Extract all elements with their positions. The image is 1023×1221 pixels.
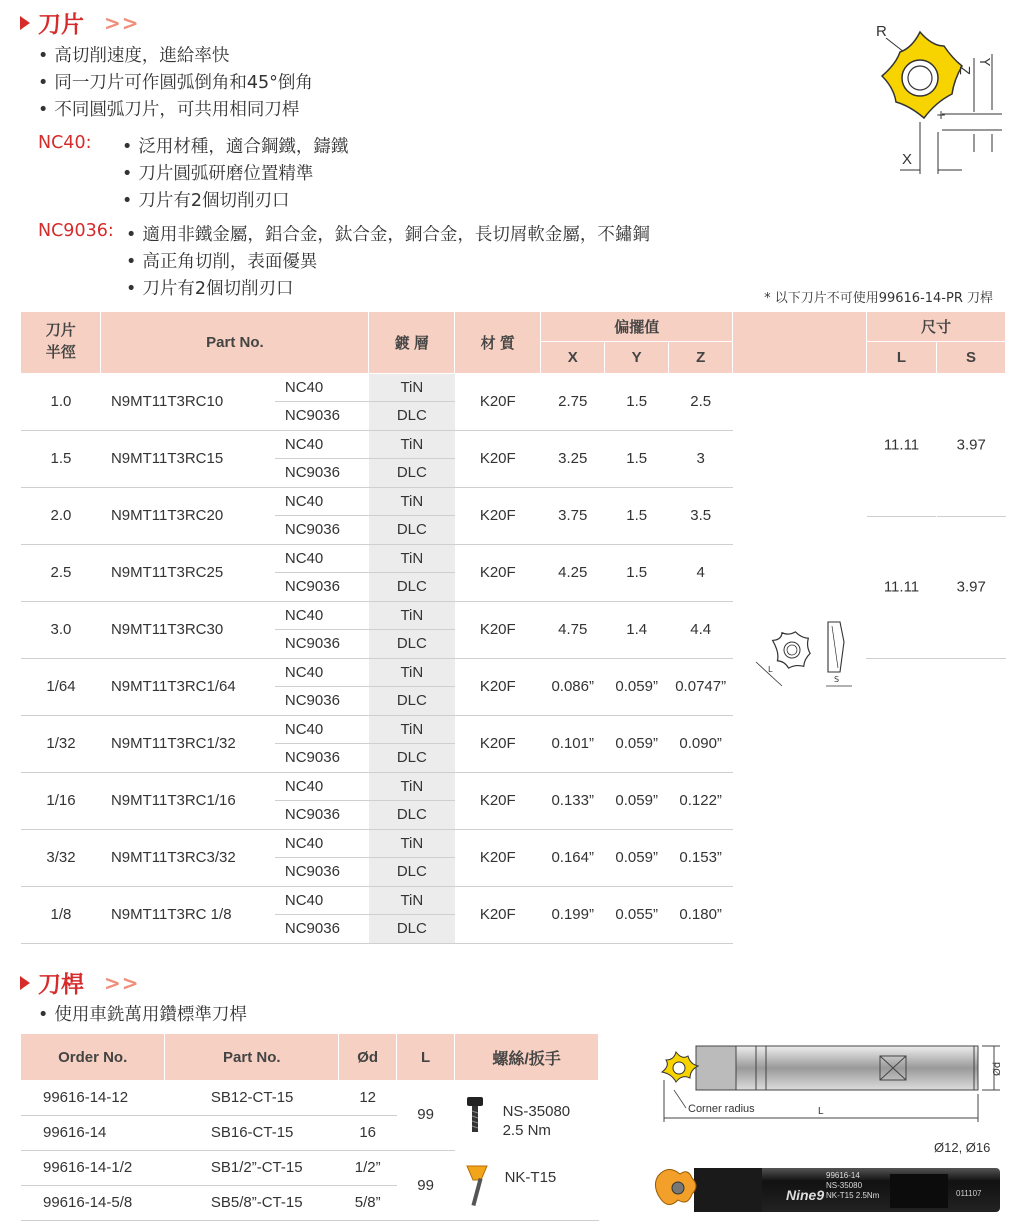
coating-cell: DLC [369, 686, 455, 715]
coating-cell: DLC [369, 629, 455, 658]
svg-text:99616-14: 99616-14 [826, 1171, 860, 1180]
y-cell: 1.4 [605, 601, 669, 658]
od-cell: 1/2” [339, 1150, 397, 1185]
coating-cell: DLC [369, 857, 455, 886]
col-header-radius: 刀片 半徑 [21, 312, 101, 373]
svg-text:R: R [876, 23, 887, 40]
col-header-blank [733, 312, 867, 373]
insert-dimension-diagram [862, 18, 1012, 180]
od-cell: 5/8” [339, 1185, 397, 1220]
size-l-inch: 11.11 [883, 578, 920, 595]
grade-cell: NC9036 [275, 857, 369, 886]
x-cell: 0.164” [541, 829, 605, 886]
part-no-cell: N9MT11T3RC1/16 [101, 772, 275, 829]
grade-cell: NC9036 [275, 401, 369, 430]
grade-cell: NC9036 [275, 743, 369, 772]
col-header-offset: 偏擺值 [541, 312, 733, 341]
part-no-cell: N9MT11T3RC10 [101, 373, 275, 430]
grade-cell: NC40 [275, 886, 369, 914]
svg-text:S: S [834, 675, 840, 684]
svg-text:Ød: Ød [992, 1061, 1003, 1076]
screw-icon [461, 1095, 489, 1135]
radius-cell: 1.5 [21, 430, 101, 487]
col-header-material: 材 質 [455, 312, 541, 373]
material-cell: K20F [455, 544, 541, 601]
col-header-x: X [541, 341, 605, 373]
holder-drawing [656, 1034, 1006, 1130]
y-cell: 0.055” [605, 886, 669, 943]
size-s-cell [936, 373, 1005, 658]
grade-cell: NC9036 [275, 629, 369, 658]
y-cell: 0.059” [605, 715, 669, 772]
holder-photo [654, 1156, 1006, 1218]
holder-title-text: 刀桿 [38, 972, 84, 998]
material-cell: K20F [455, 715, 541, 772]
material-cell: K20F [455, 772, 541, 829]
svg-text:+: + [936, 108, 947, 122]
grade-cell: NC9036 [275, 686, 369, 715]
grade-cell: NC40 [275, 715, 369, 743]
radius-cell: 1/8 [21, 886, 101, 943]
size-s-inch: 3.97 [956, 578, 986, 595]
svg-text:L: L [818, 1106, 824, 1117]
x-cell: 2.75 [541, 373, 605, 430]
radius-cell: 1/32 [21, 715, 101, 772]
col-header-coating: 鍍 層 [369, 312, 455, 373]
coating-cell: TiN [369, 829, 455, 857]
feature-bullet: • 高切削速度，進給率快 [38, 42, 229, 67]
material-cell: K20F [455, 601, 541, 658]
part-no-cell: N9MT11T3RC3/32 [101, 829, 275, 886]
insert-section-title [20, 6, 140, 39]
wrench-part: NK-T15 [504, 1169, 557, 1187]
radius-cell: 3/32 [21, 829, 101, 886]
table-row [21, 1150, 599, 1185]
coating-cell: DLC [369, 914, 455, 943]
radius-cell: 2.5 [21, 544, 101, 601]
coating-cell: DLC [369, 743, 455, 772]
group-divider [867, 516, 936, 517]
nc9036-bullet: • 高正角切削，表面優異 [126, 248, 317, 273]
part-no-cell: N9MT11T3RC1/32 [101, 715, 275, 772]
col-header-z: Z [669, 341, 733, 373]
z-cell: 0.153” [669, 829, 733, 886]
grade-cell: NC40 [275, 430, 369, 458]
svg-text:Z: Z [956, 66, 971, 75]
part-no-cell: N9MT11T3RC25 [101, 544, 275, 601]
holder-bullet: • 使用車銑萬用鑽標準刀桿 [38, 1001, 247, 1026]
order-cell: 99616-14-12 [21, 1080, 165, 1115]
col-header-part: Part No. [101, 312, 369, 373]
material-cell: K20F [455, 829, 541, 886]
radius-cell: 3.0 [21, 601, 101, 658]
coating-cell: TiN [369, 886, 455, 914]
coating-cell: DLC [369, 458, 455, 487]
compatibility-note: * 以下刀片不可使用99616-14-PR 刀桿 [764, 291, 993, 306]
part-no-cell: N9MT11T3RC15 [101, 430, 275, 487]
screw-torque: 2.5 Nm [502, 1122, 551, 1139]
insert-title-text: 刀片 [38, 12, 84, 38]
z-cell: 3.5 [669, 487, 733, 544]
grade-cell: NC9036 [275, 515, 369, 544]
svg-text:NK-T15 2.5Nm: NK-T15 2.5Nm [826, 1191, 880, 1200]
z-cell: 2.5 [669, 373, 733, 430]
z-cell: 0.180” [669, 886, 733, 943]
grade-cell: NC40 [275, 601, 369, 629]
radius-cell: 1/64 [21, 658, 101, 715]
coating-cell: DLC [369, 515, 455, 544]
order-cell: 99616-14 [21, 1115, 165, 1150]
col-header-od: Ød [339, 1034, 397, 1080]
col-header-s: S [936, 341, 1005, 373]
grade-cell: NC40 [275, 544, 369, 572]
od-cell: 12 [339, 1080, 397, 1115]
holder-section-title [20, 966, 140, 999]
col-header-y: Y [605, 341, 669, 373]
coating-cell: TiN [369, 487, 455, 515]
part-no-cell: N9MT11T3RC1/64 [101, 658, 275, 715]
y-cell: 1.5 [605, 373, 669, 430]
feature-bullet: • 同一刀片可作圓弧倒角和45°倒角 [38, 69, 313, 94]
material-cell: K20F [455, 886, 541, 943]
coating-cell: TiN [369, 544, 455, 572]
nc40-bullet: • 刀片圓弧研磨位置精準 [122, 160, 313, 185]
svg-text:X: X [902, 151, 913, 168]
group-divider [937, 516, 1006, 517]
grade-cell: NC9036 [275, 572, 369, 601]
y-cell: 1.5 [605, 487, 669, 544]
coating-cell: DLC [369, 800, 455, 829]
part-cell: SB1/2”-CT-15 [165, 1150, 339, 1185]
nc9036-bullet: • 刀片有2個切削刃口 [126, 275, 293, 300]
svg-text:011107: 011107 [956, 1189, 982, 1198]
x-cell: 4.75 [541, 601, 605, 658]
z-cell: 4 [669, 544, 733, 601]
part-cell: SB16-CT-15 [165, 1115, 339, 1150]
col-header-order: Order No. [21, 1034, 165, 1080]
x-cell: 3.75 [541, 487, 605, 544]
part-cell: SB5/8”-CT-15 [165, 1185, 339, 1220]
x-cell: 0.086” [541, 658, 605, 715]
col-header-part: Part No. [165, 1034, 339, 1080]
od-cell: 16 [339, 1115, 397, 1150]
svg-text:Y: Y [976, 58, 991, 66]
svg-text:L: L [768, 665, 773, 674]
svg-text:Corner radius: Corner radius [688, 1103, 755, 1115]
y-cell: 1.5 [605, 544, 669, 601]
insert-size-diagram [752, 612, 860, 692]
x-cell: 3.25 [541, 430, 605, 487]
table-row [21, 715, 1006, 743]
material-cell: K20F [455, 373, 541, 430]
coating-cell: TiN [369, 601, 455, 629]
svg-text:NS-35080: NS-35080 [826, 1181, 863, 1190]
grade-cell: NC40 [275, 487, 369, 515]
grade-cell: NC9036 [275, 914, 369, 943]
nc9036-label: NC9036: [38, 221, 114, 241]
z-cell: 4.4 [669, 601, 733, 658]
coating-cell: TiN [369, 658, 455, 686]
size-s-metric: 3.97 [956, 436, 986, 453]
coating-cell: TiN [369, 715, 455, 743]
grade-cell: NC9036 [275, 800, 369, 829]
radius-cell: 2.0 [21, 487, 101, 544]
feature-bullet: • 不同圓弧刀片，可共用相同刀桿 [38, 96, 299, 121]
radius-cell: 1/16 [21, 772, 101, 829]
y-cell: 1.5 [605, 430, 669, 487]
grade-cell: NC40 [275, 829, 369, 857]
material-cell: K20F [455, 430, 541, 487]
nc40-label: NC40: [38, 133, 92, 153]
table-row [21, 373, 1006, 401]
arrows-icon: >> [104, 10, 140, 35]
part-no-cell: N9MT11T3RC20 [101, 487, 275, 544]
order-cell: 99616-14-5/8 [21, 1185, 165, 1220]
nc40-bullet: • 刀片有2個切削刃口 [122, 187, 289, 212]
col-header-l: L [867, 341, 937, 373]
z-cell: 3 [669, 430, 733, 487]
table-row [21, 829, 1006, 857]
radius-cell: 1.0 [21, 373, 101, 430]
arrows-icon: >> [104, 970, 140, 995]
coating-cell: TiN [369, 772, 455, 800]
nc40-bullet: • 泛用材種，適合鋼鐵，鑄鐵 [122, 133, 348, 158]
table-row [21, 886, 1006, 914]
holder-table [21, 1034, 599, 1221]
coating-cell: DLC [369, 572, 455, 601]
col-header-size: 尺寸 [867, 312, 1006, 341]
y-cell: 0.059” [605, 829, 669, 886]
screw-cell [455, 1080, 599, 1150]
x-cell: 0.101” [541, 715, 605, 772]
col-header-screw: 螺絲/扳手 [455, 1034, 599, 1080]
coating-cell: TiN [369, 430, 455, 458]
grade-cell: NC40 [275, 772, 369, 800]
holder-sizes-label: Ø12, Ø16 [934, 1140, 991, 1155]
part-cell: SB12-CT-15 [165, 1080, 339, 1115]
x-cell: 0.133” [541, 772, 605, 829]
triangle-bullet-icon [20, 976, 30, 990]
wrench-icon [461, 1162, 491, 1208]
svg-text:Nine9: Nine9 [786, 1187, 825, 1203]
z-cell: 0.0747” [669, 658, 733, 715]
wrench-cell [455, 1150, 599, 1220]
x-cell: 4.25 [541, 544, 605, 601]
material-cell: K20F [455, 487, 541, 544]
col-header-l: L [397, 1034, 455, 1080]
grade-cell: NC40 [275, 658, 369, 686]
table-row [21, 772, 1006, 800]
size-l-cell [867, 373, 937, 658]
coating-cell: DLC [369, 401, 455, 430]
x-cell: 0.199” [541, 886, 605, 943]
triangle-bullet-icon [20, 16, 30, 30]
table-row [21, 1080, 599, 1115]
z-cell: 0.090” [669, 715, 733, 772]
coating-cell: TiN [369, 373, 455, 401]
material-cell: K20F [455, 658, 541, 715]
size-l-metric: 11.11 [883, 436, 920, 453]
nc9036-bullet: • 適用非鐵金屬，鋁合金，鈦合金，銅合金，長切屑軟金屬，不鏽鋼 [126, 221, 650, 246]
order-cell: 99616-14-1/2 [21, 1150, 165, 1185]
part-no-cell: N9MT11T3RC 1/8 [101, 886, 275, 943]
z-cell: 0.122” [669, 772, 733, 829]
grade-cell: NC40 [275, 373, 369, 401]
l-cell: 99 [397, 1080, 455, 1150]
l-cell: 99 [397, 1150, 455, 1220]
y-cell: 0.059” [605, 658, 669, 715]
screw-part: NS-35080 [502, 1103, 571, 1120]
y-cell: 0.059” [605, 772, 669, 829]
part-no-cell: N9MT11T3RC30 [101, 601, 275, 658]
grade-cell: NC9036 [275, 458, 369, 487]
